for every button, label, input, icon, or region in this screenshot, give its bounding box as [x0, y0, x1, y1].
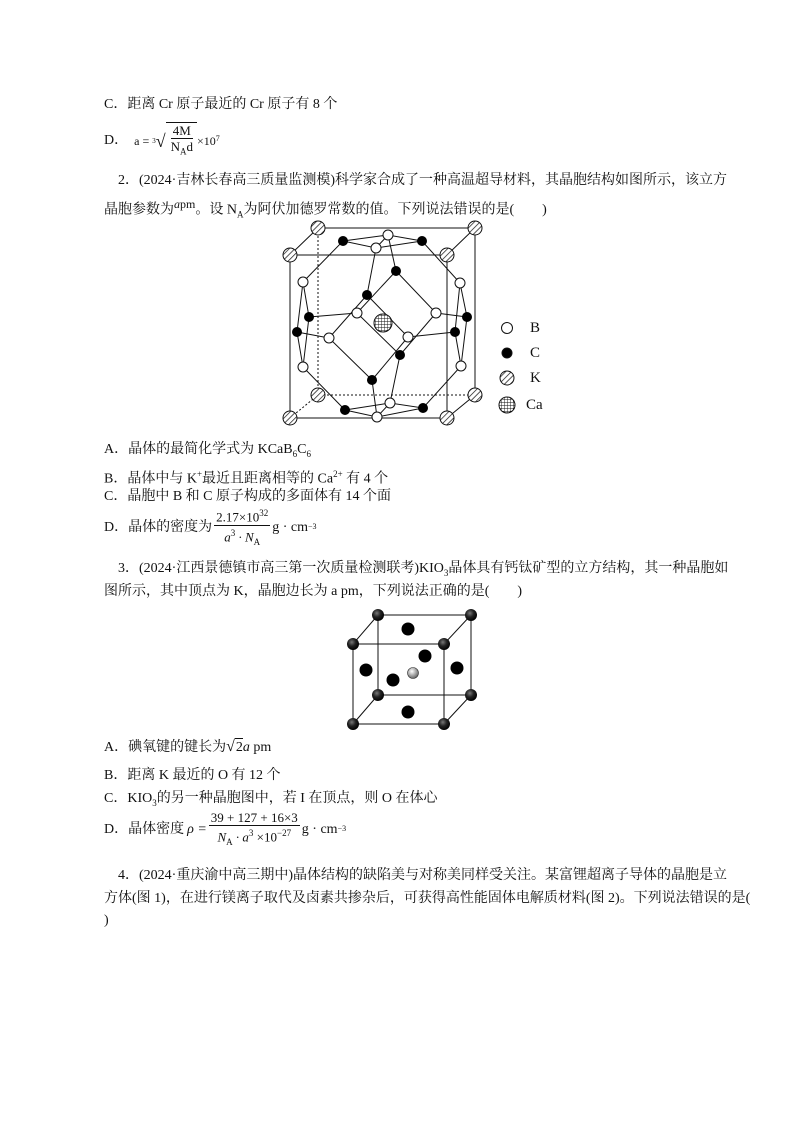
q3-option-b: B．距离 K 最近的 O 有 12 个	[104, 768, 281, 783]
legend-markers	[499, 323, 515, 414]
atom-ca	[374, 314, 392, 332]
density-fraction: $\frac{39 + 127 + 16\times 3}{N_A \cdot a^3 \times 10^{-27}}$	[210, 810, 298, 847]
q3-option-c: C．$KIO_3$的另一种晶胞图中，若 I 在顶点，则 O 在体心	[104, 791, 438, 808]
legend-label-c: C	[530, 345, 541, 361]
q2-option-c: C．晶胞中 B 和 C 原子构成的多面体有 14 个面	[104, 489, 392, 504]
q2-option-a: A．晶体的最简化学式为 $KCaB_6C_6$	[104, 442, 311, 459]
q4-stem-line2: 方体(图 1)，在进行镁离子取代及卤素共掺杂后，可获得高性能固体电解质材料(图 2)。下列说法错误的是(	[104, 891, 751, 906]
legend-label-b: B	[530, 320, 541, 336]
q3-option-a: A．碘氧键的键长为√2a pm	[104, 738, 272, 755]
root-index: 3	[152, 137, 156, 145]
q2-option-b: B．晶体中与 K+最近且距离相等的 $Ca^{2+}$ 有 4 个	[104, 469, 389, 487]
q4-stem-line3: )	[104, 913, 109, 928]
q2-stem-line2: 晶胞参数为$^{apm}$。设 $N_A$为阿伏加德罗常数的值。下列说法错误的是( )	[104, 197, 547, 220]
legend-label-ca: Ca	[526, 397, 543, 413]
q2-option-d: D．晶体的密度为 $\frac{2.17\times 10^{32}}{a^3 \cdot N_A}$ g · cm −3	[104, 510, 317, 546]
atom-i-body-center	[408, 668, 419, 679]
q3-stem-line1: 3．(2024·江西景德镇市高三第一次质量检测联考)$KIO_3$晶体具有钙钛矿型的立方结构，其一种晶胞如	[118, 561, 729, 578]
formula-lhs: a =	[134, 134, 150, 148]
q1-d-fraction: $\frac{4M}{N_Ad}$	[170, 123, 193, 157]
legend-label-k: K	[530, 370, 541, 386]
q1-option-d: D． a = 3 √ $\frac{4M}{N_Ad}$ ×10 7	[104, 124, 220, 158]
q4-stem-line1: 4．(2024·重庆渝中高三期中)晶体结构的缺陷美与对称美同样受关注。某富锂超离子导体的晶胞是立	[118, 868, 727, 883]
q1-option-c: C．距离 Cr 原子最近的 Cr 原子有 8 个	[104, 97, 338, 112]
multiplier: ×10	[197, 134, 216, 148]
density-fraction: $\frac{2.17\times 10^{32}}{a^3 \cdot N_A}$	[216, 508, 269, 547]
q3-option-d: D．晶体密度 ρ = $\frac{39 + 127 + 16\times 3}{N_A \cdot a^3 \times 10^{-27}}$ g · cm −3	[104, 812, 346, 848]
q2-stem-line1: 2．(2024·吉林长春高三质量监测模)科学家合成了一种高温超导材料，其晶胞结构如图所示，该立方	[118, 173, 727, 188]
option-label: D．	[104, 133, 129, 148]
q3-stem-line2: 图所示，其中顶点为 K，晶胞边长为 a pm，下列说法正确的是( )	[104, 584, 523, 599]
